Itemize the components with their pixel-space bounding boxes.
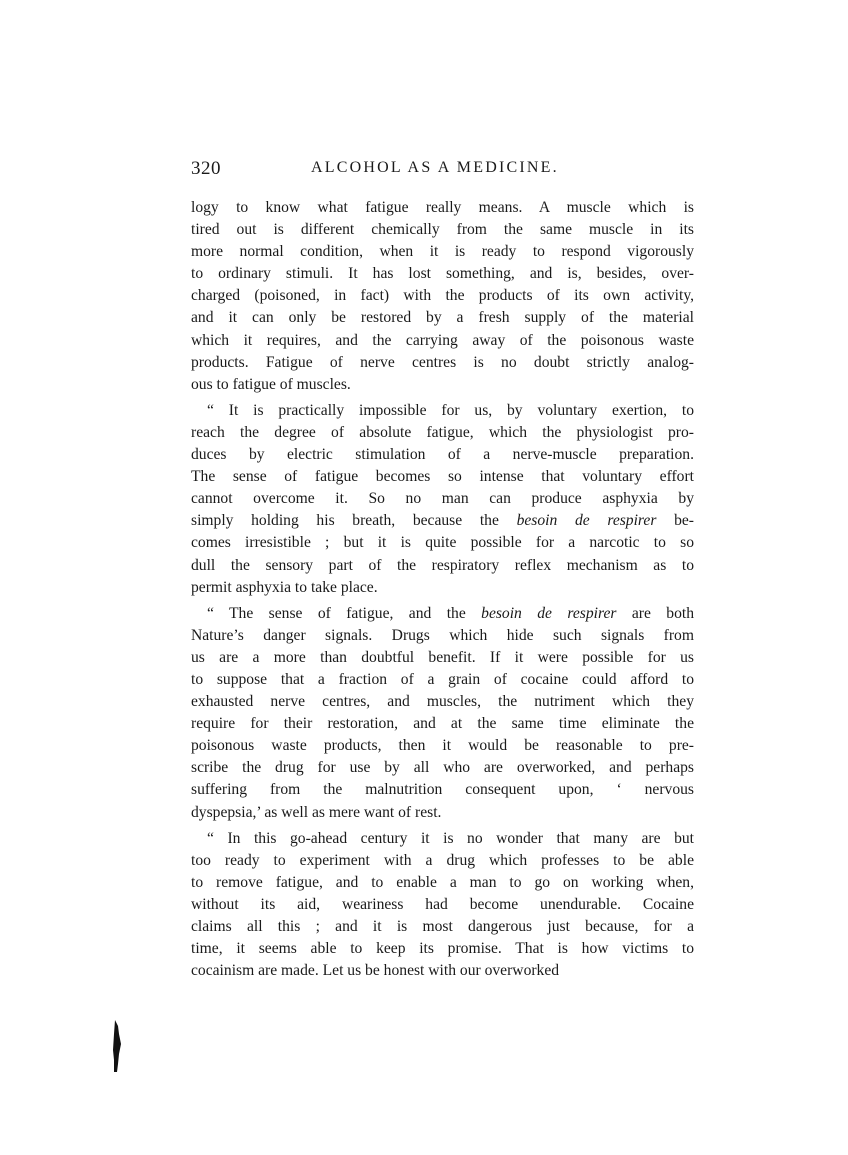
text-line: reach the degree of absolute fatigue, which the physiologist pro- bbox=[191, 423, 694, 441]
text-line: dyspepsia,’ as well as mere want of rest. bbox=[191, 803, 442, 821]
text-line: poisonous waste products, then it would be reasonable to pre- bbox=[191, 737, 694, 755]
text-line: cannot overcome it. So no man can produce asphyxia by bbox=[191, 490, 694, 508]
italic-phrase: besoin de respirer bbox=[481, 604, 617, 622]
paragraph bbox=[191, 603, 694, 824]
text-line: exhausted nerve centres, and muscles, the nutriment which they bbox=[191, 693, 694, 711]
text-line: and it can only be restored by a fresh supply of the material bbox=[191, 309, 694, 327]
text-line: claims all this ; and it is most dangerous just because, for a bbox=[191, 918, 694, 935]
text-line: time, it seems able to keep its promise. That is how victims to bbox=[191, 940, 694, 958]
running-head: ALCOHOL AS A MEDICINE. bbox=[311, 159, 559, 176]
text-line: without its aid, weariness had become unendurable. Cocaine bbox=[191, 895, 694, 913]
text-line: scribe the drug for use by all who are overworked, and perhaps bbox=[191, 759, 694, 777]
binding-shadow-mark bbox=[113, 1020, 122, 1072]
text-line: us are a more than doubtful benefit. If it were possible for us bbox=[191, 648, 694, 666]
text-line: cocainism are made. Let us be honest with our overworked bbox=[191, 962, 560, 980]
text-line: charged (poisoned, in fact) with the products of its own activity, bbox=[191, 287, 694, 305]
text-line: to suppose that a fraction of a grain of cocaine could afford to bbox=[191, 670, 694, 688]
text-line: “ It is practically impossible for us, by voluntary exertion, to bbox=[207, 401, 694, 419]
text-line: duces by electric stimulation of a nerve-muscle preparation. bbox=[191, 446, 694, 464]
text-line: simply holding his breath, because the besoin de respirer be- bbox=[191, 512, 694, 530]
italic-phrase: besoin de respirer bbox=[516, 512, 657, 530]
text-line: require for their restoration, and at the same time eliminate the bbox=[191, 715, 694, 733]
text-line: tired out is different chemically from the same muscle in its bbox=[191, 221, 694, 239]
paragraph bbox=[191, 400, 694, 599]
text-line: to ordinary stimuli. It has lost something, and is, besides, over- bbox=[191, 265, 694, 283]
text-line: to remove fatigue, and to enable a man to go on working when, bbox=[191, 873, 694, 891]
text-line: permit asphyxia to take place. bbox=[191, 578, 378, 596]
text-line: comes irresistible ; but it is quite possible for a narcotic to so bbox=[191, 534, 694, 552]
body-text bbox=[191, 197, 694, 982]
page-header bbox=[191, 158, 694, 182]
text-line: products. Fatigue of nerve centres is no doubt strictly analog- bbox=[191, 353, 694, 371]
text-line: suffering from the malnutrition consequent upon, ‘ nervous bbox=[191, 781, 694, 799]
text-line: “ In this go-ahead century it is no wonder that many are but bbox=[207, 829, 694, 847]
text-line: Nature’s danger signals. Drugs which hide such signals from bbox=[191, 626, 694, 644]
text-line: logy to know what fatigue really means. A muscle which is bbox=[191, 199, 694, 216]
text-line: too ready to experiment with a drug which professes to be able bbox=[191, 851, 694, 869]
text-line: more normal condition, when it is ready to respond vigorously bbox=[191, 243, 694, 261]
text-line: dull the sensory part of the respiratory reflex mechanism as to bbox=[191, 556, 694, 574]
text-line: “ The sense of fatigue, and the besoin de respirer are both bbox=[207, 604, 694, 622]
paragraph bbox=[191, 197, 694, 396]
text-line: ous to fatigue of muscles. bbox=[191, 375, 351, 393]
page-number: 320 bbox=[191, 158, 221, 179]
paragraph bbox=[191, 828, 694, 983]
text-line: The sense of fatigue becomes so intense that voluntary effort bbox=[191, 468, 694, 486]
text-line: which it requires, and the carrying away of the poisonous waste bbox=[191, 331, 694, 349]
